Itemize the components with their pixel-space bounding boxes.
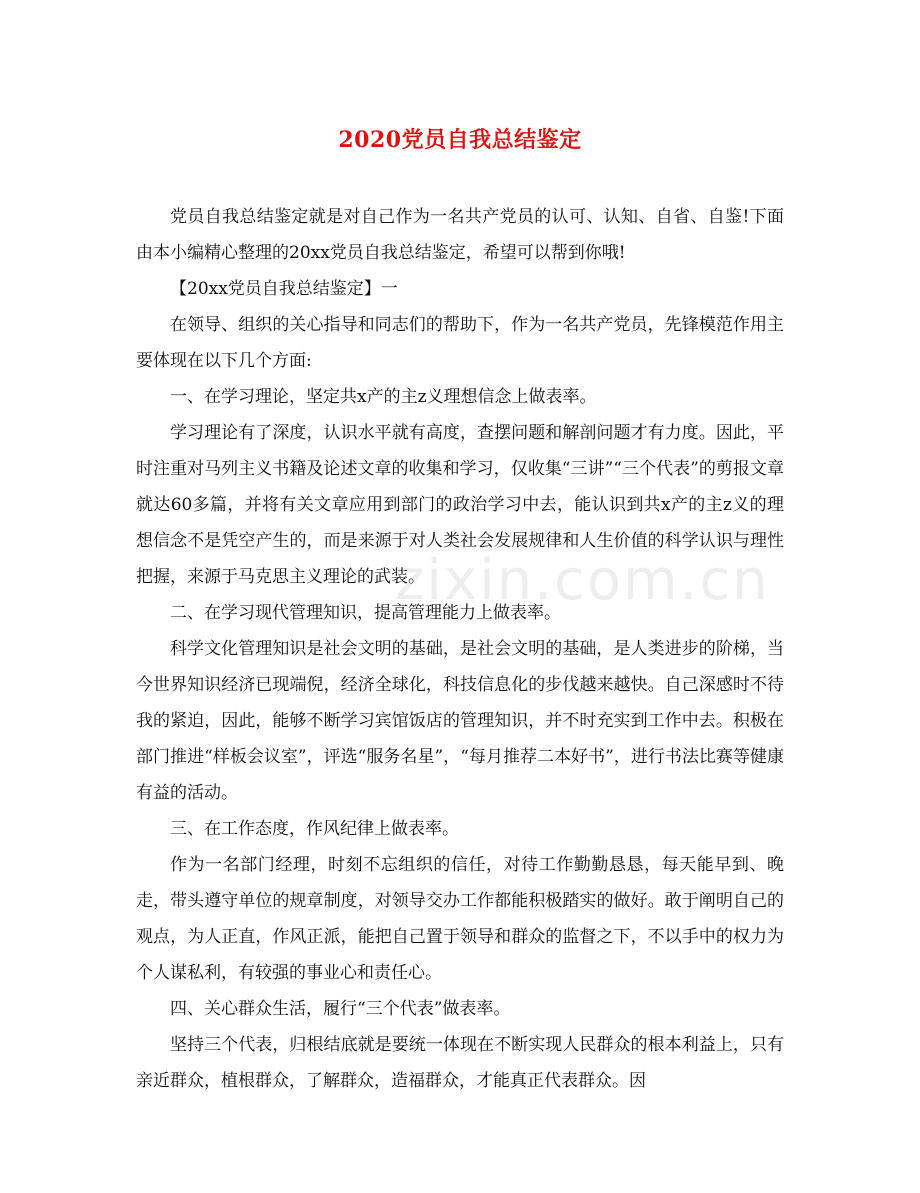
document-title: 2020党员自我总结鉴定 <box>338 127 582 153</box>
paragraph-point-2-body: 科学文化管理知识是社会文明的基础，是社会文明的基础，是人类进步的阶梯，当今世界知识经济已现端倪，经济全球化，科技信息化的步伐越来越快。自己深感时不待我的紧迫，因此，能够不断学习宾馆饭店的管理知识，并不时充实到工作中去。积极在部门推进“样板会议室”，评选“服务名星”，“每月推荐二本好书”，进行书法比赛等健康有益的活动。 <box>136 639 784 803</box>
paragraph-point-1-heading: 一、在学习理论，坚定共x产的主z义理想信念上做表率。 <box>170 387 597 407</box>
document-body <box>136 199 784 1099</box>
paragraph-section-heading: 【20xx党员自我总结鉴定】一 <box>170 279 398 299</box>
paragraph-point-3-heading: 三、在工作态度，作风纪律上做表率。 <box>170 819 459 839</box>
paragraph-point-2-heading: 二、在学习现代管理知识，提高管理能力上做表率。 <box>170 603 561 623</box>
paragraph-point-1-body: 学习理论有了深度，认识水平就有高度，查摆问题和解剖问题才有力度。因此，平时注重对马列主义书籍及论述文章的收集和学习，仅收集“三讲”“三个代表”的剪报文章就达60多篇，并将有关文章应用到部门的政治学习中去，能认识到共x产的主z义的理想信念不是凭空产生的，而是来源于对人类社会发展规律和人生价值的科学认识与理性把握，来源于马克思主义理论的武装。 <box>136 423 784 587</box>
paragraph-intro: 党员自我总结鉴定就是对自己作为一名共产党员的认可、认知、自省、自鉴!下面由本小编精心整理的20xx党员自我总结鉴定，希望可以帮到你哦! <box>136 207 784 263</box>
paragraph-point-4-heading: 四、关心群众生活，履行“三个代表”做表率。 <box>170 999 511 1019</box>
watermark-text: zixin.com.cn <box>395 548 770 613</box>
paragraph-point-3-body: 作为一名部门经理，时刻不忘组织的信任，对待工作勤勤恳恳，每天能早到、晚走，带头遵守单位的规章制度，对领导交办工作都能积极踏实的做好。敢于阐明自己的观点，为人正直，作风正派，能把自己置于领导和群众的监督之下，不以手中的权力为个人谋私利，有较强的事业心和责任心。 <box>136 855 784 983</box>
paragraph-preface: 在领导、组织的关心指导和同志们的帮助下，作为一名共产党员，先锋模范作用主要体现在以下几个方面: <box>136 315 784 371</box>
paragraph-point-4-body: 坚持三个代表，归根结底就是要统一体现在不断实现人民群众的根本利益上，只有亲近群众，植根群众，了解群众，造福群众，才能真正代表群众。因 <box>136 1035 784 1091</box>
